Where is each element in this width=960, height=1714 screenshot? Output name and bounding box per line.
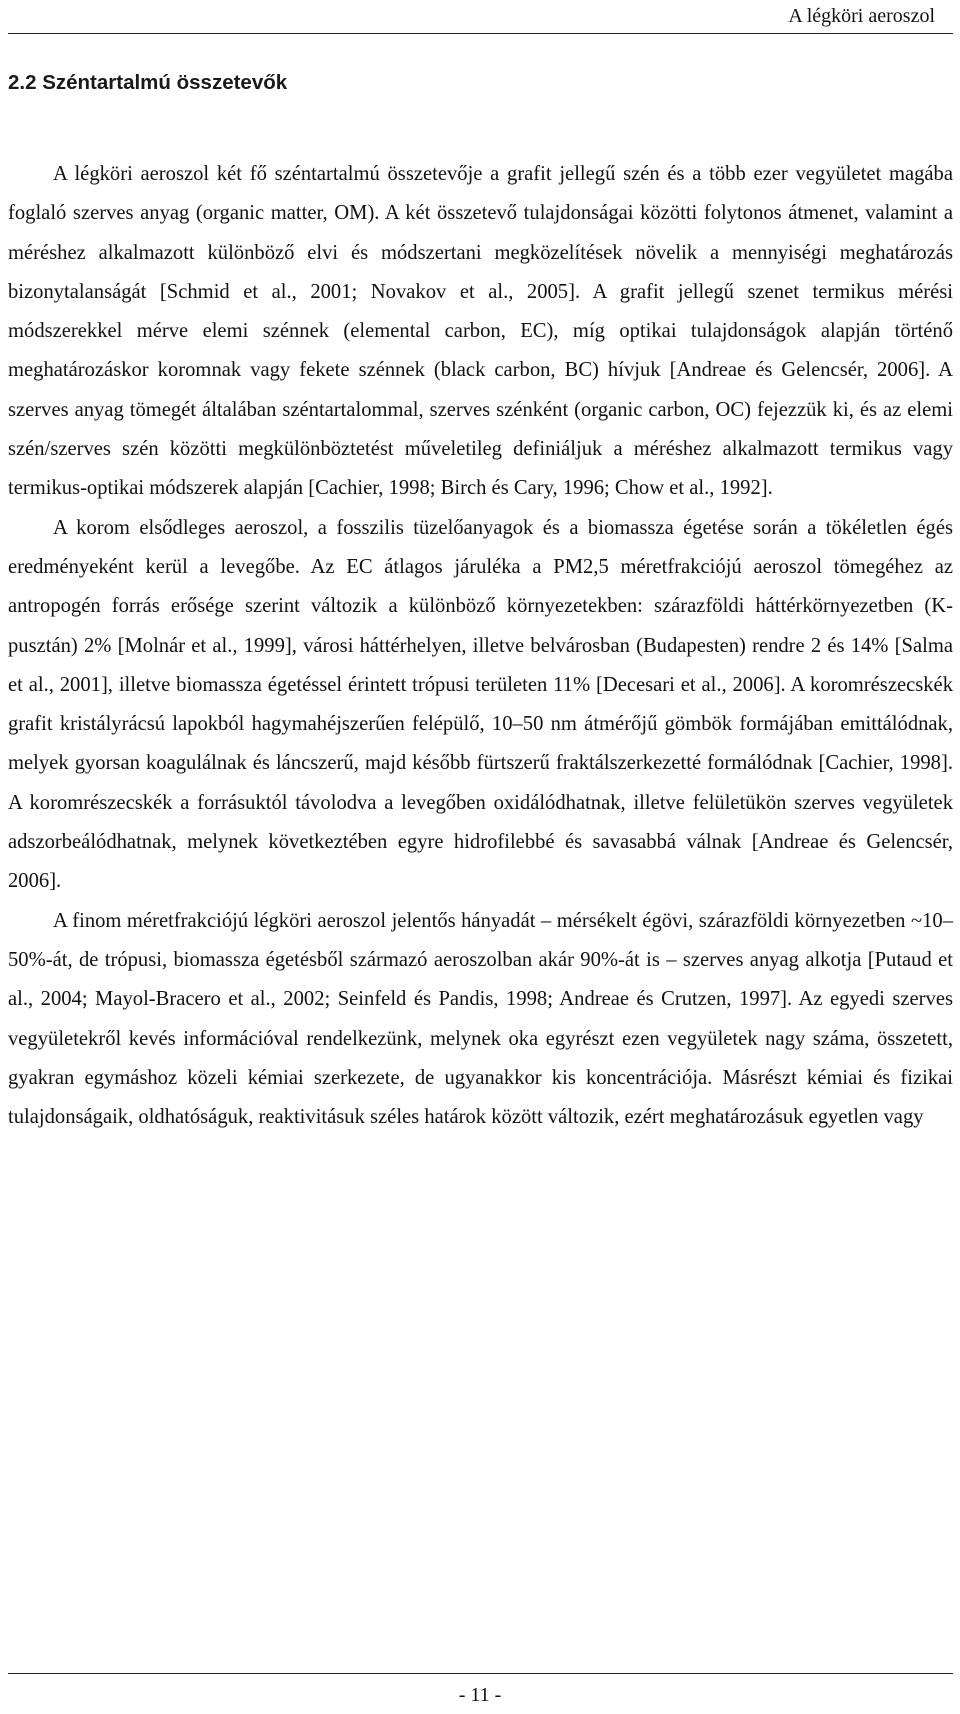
body-text [8, 155, 953, 1137]
page-number: - 11 - [458, 1684, 502, 1706]
paragraph: A légköri aeroszol két fő széntartalmú összetevője a grafit jellegű szén és a több ezer vegyületet magába foglaló szerves anyag (organic matter, OM). A két összetevő tulajdonságai közötti folytonos átmenet, valamint a méréshez alkalmazott különböző elvi és módszertani megközelítések növelik a mennyiségi meghatározás bizonytalanságát [Schmid et al., 2001; Novakov et al., 2005]. A grafit jellegű szenet termikus mérési módszerekkel mérve elemi szénnek (elemental carbon, EC), míg optikai tulajdonságok alapján történő meghatározáskor koromnak vagy fekete szénnek (black carbon, BC) hívjuk [Andreae és Gelencsér, 2006]. A szerves anyag tömegét általában széntartalommal, szerves szénként (organic carbon, OC) fejezzük ki, és az elemi szén/szerves szén közötti megkülönböztetést műveletileg definiáljuk a méréshez alkalmazott termikus vagy termikus-optikai módszerek alapján [Cachier, 1998; Birch és Cary, 1996; Chow et al., 1992]. [8, 163, 953, 500]
paragraph: A finom méretfrakciójú légköri aeroszol jelentős hányadát – mérsékelt égövi, szárazföldi környezetben ~10–50%-át, de trópusi, biomassza égetésből származó aeroszolban akár 90%-át is – szerves anyag alkotja [Putaud et al., 2004; Mayol-Bracero et al., 2002; Seinfeld és Pandis, 1998; Andreae és Crutzen, 1997]. Az egyedi szerves vegyületekről kevés információval rendelkezünk, melynek oka egyrészt ezen vegyületek nagy száma, összetett, gyakran egymáshoz közeli kémiai szerkezete, de ugyanakkor kis koncentrációja. Másrészt kémiai és fizikai tulajdonságaik, oldhatóságuk, reaktivitásuk széles határok között változik, ezért meghatározásuk egyetlen vagy [8, 909, 953, 1129]
footer-rule [8, 1673, 953, 1674]
section-heading: 2.2 Széntartalmú összetevők [8, 71, 288, 94]
running-header: A légköri aeroszol [788, 5, 935, 27]
header-rule [8, 33, 953, 34]
paragraph: A korom elsődleges aeroszol, a fosszilis tüzelőanyagok és a biomassza égetése során a tökéletlen égés eredményeként kerül a levegőbe. Az EC átlagos járuléka a PM2,5 méretfrakciójú aeroszol tömegéhez az antropogén forrás erősége szerint változik a különböző környezetekben: szárazföldi háttérkörnyezetben (K-pusztán) 2% [Molnár et al., 1999], városi háttérhelyen, illetve belvárosban (Budapesten) rendre 2 és 14% [Salma et al., 2001], illetve biomassza égetéssel érintett trópusi területen 11% [Decesari et al., 2006]. A koromrészecskék grafit kristályrácsú lapokból hagymahéjszerűen felépülő, 10–50 nm átmérőjű gömbök formájában emittálódnak, melyek gyorsan koagulálnak és láncszerű, majd később fürtszerű fraktálszerkezetté formálódnak [Cachier, 1998]. A koromrészecskék a forrásuktól távolodva a levegőben oxidálódhatnak, illetve felületükön szerves vegyületek adszorbeálódhatnak, melynek következtében egyre hidrofilebbé és savasabbá válnak [Andreae és Gelencsér, 2006]. [8, 516, 953, 893]
